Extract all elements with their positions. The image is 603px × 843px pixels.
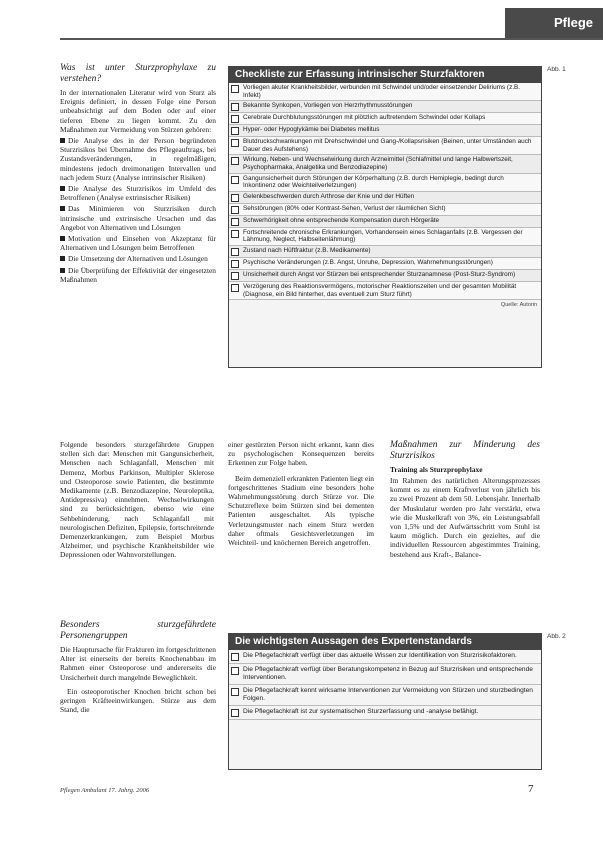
checklist-item	[229, 113, 541, 125]
checklist-item-label: Unsicherheit durch Angst vor Stürzen bei entsprechender Sturzanamnese (Post-Sturz-Syndrom)	[243, 270, 516, 278]
intro-bullet: Das Minimieren von Sturzrisiken durch intrinsische und extrinsische Ursachen und das Angebot von Alternativen und Lösungen	[60, 204, 216, 232]
checklist-item-label: Vorliegen akuter Krankheitsbilder, verbunden mit Schwindel und/oder einsetzender Deliriums (z.B. Infekt)	[243, 84, 521, 99]
checklist-item	[229, 192, 541, 204]
checklist-item-label: Fortschreitende chronische Erkrankungen, Vorhandensein eines Schlaganfalls (z.B. Vergessen der Lähmung, Neglect, Halbseitenlähmung)	[243, 228, 523, 244]
bullet-icon	[60, 256, 65, 261]
lower-left-column	[60, 620, 216, 716]
checkbox-icon	[231, 230, 239, 238]
middle-column-2	[228, 440, 374, 549]
bullet-icon	[60, 236, 65, 241]
middle-text-2a: einer gestürzten Person nicht erkannt, kann dies zu psychologischen Konsequenzen bereits Erkennen zur Folge haben.	[228, 440, 374, 468]
checklist-items	[229, 83, 541, 300]
bullet-icon	[60, 206, 65, 211]
groups-text-2: Ein osteoporotischer Knochen bricht schon bei geringen Kräfteeinwirkungen. Stürze aus dem Stand, die	[60, 686, 216, 715]
checkbox-icon	[231, 194, 239, 202]
intro-paragraph: In der internationalen Literatur wird von Sturz als Ereignis definiert, in dessen Folge eine Person unbeabsichtigt auf dem Boden oder auf einer tieferen Ebene zu liegen kommt. Zu den Maßnahmen zur Vermeidung von Stürzen gehören:	[60, 88, 216, 134]
footer-citation: Pflegen Ambulant 17. Jahrg. 2006	[60, 787, 150, 794]
checklist-item	[229, 204, 541, 216]
checklist-item	[229, 216, 541, 228]
checkbox-icon	[231, 709, 239, 717]
checklist-item-label: Hyper- oder Hypoglykämie bei Diabetes mellitus	[243, 126, 380, 134]
checklist-item	[229, 137, 541, 155]
middle-text-1: Folgende besonders sturzgefährdete Gruppen stellen sich dar: Menschen mit Gangunsicherheit, Menschen nach Schlaganfall, Menschen mit Demenz, Morbus Parkinson, Multipler Sklerose und Osteoporose sowie Patienten, die bestimmte Medikamente (z.B. Benzodiazepine, Neuroleptika, Antidepressiva) einnehmen. Wechselwirkungen sind zu berücksichtigen, ebenso wie eine Sehbehinderung, nach Schlaganfall mit neurologischen Defiziten, Epilepsie, fortschreitende Demenzerkrankungen, zum Beispiel Morbus Alzheimer, und psychische Krankheitsbilder wie Depressionen oder Wahnvorstellungen.	[60, 440, 214, 560]
standard-item-label: Die Pflegefachkraft verfügt über das aktuelle Wissen zur Identifikation von Sturzrisikofaktoren.	[243, 652, 517, 659]
middle-column-3	[390, 440, 540, 561]
groups-text-1: Die Hauptursache für Frakturen im fortgeschrittenen Alter ist einerseits der bereits Knochenabbau im Rahmen einer Osteoporose und andererseits die Unsicherheit durch mangelnde Beweglichkeit.	[60, 645, 216, 682]
middle-column-1	[60, 440, 214, 562]
checklist-item-label: Schwerhörigkeit ohne entsprechende Kompensation durch Hörgeräte	[243, 216, 440, 224]
bullet-icon	[60, 138, 65, 143]
standard-item	[229, 650, 541, 664]
checklist-item-label: Verzögerung des Reaktionsvermögens, motorischer Reaktionszeiten und der gesamten Mobilität (Diagnose, ein Bild hinterher, das eventuell zum Sturz führt)	[243, 282, 517, 298]
intro-bullet: Die Analyse des Sturzrisikos im Umfeld des Betroffenen (Analyse extrinsischer Risiken)	[60, 184, 216, 203]
standard-item	[229, 664, 541, 685]
standards-title: Die wichtigsten Aussagen des Expertenstandards	[229, 634, 541, 650]
standard-item	[229, 706, 541, 720]
standard-item-label: Die Pflegefachkraft ist zur systematischen Sturzerfassung und -analyse befähigt.	[243, 708, 479, 715]
measures-text: Im Rahmen des natürlichen Alterungsprozesses kommt es zu einem Kraftverlust von jährlich bis zu zwei Prozent ab dem 50. Lebensjahr. Innerhalb der Muskulatur werden pro Jahr verstärkt, etwa wie die Muskelkraft von 3%, ein Leistungsabfall von 1,5% und der Aufwärtsschritt vom Stuhl ist kaum möglich. Durch ein gezieltes, auf die individuellen Ressourcen abgestimmtes Training, bestehend aus Kraft-, Balance-	[390, 476, 540, 559]
checkbox-icon	[231, 260, 239, 268]
checklist-item	[229, 155, 541, 173]
checkbox-icon	[231, 688, 239, 696]
intro-bullet: Die Umsetzung der Alternativen und Lösungen	[60, 254, 216, 263]
checklist-item	[229, 258, 541, 270]
checkbox-icon	[231, 139, 239, 147]
standard-item	[229, 685, 541, 706]
intro-heading: Was ist unter Sturzprophylaxe zu verstehen?	[60, 63, 216, 84]
header-rule	[60, 38, 603, 40]
checkbox-icon	[231, 103, 239, 111]
checklist-item	[229, 125, 541, 137]
training-subheading: Training als Sturzprophylaxe	[390, 465, 483, 474]
checkbox-icon	[231, 206, 239, 214]
standard-item-label: Die Pflegefachkraft verfügt über Beratungskompetenz in Bezug auf Sturzrisiken und entsprechende Interventionen.	[243, 666, 533, 681]
intro-bullet: Die Analyse des in der Person begründeten Sturzrisikos bei Übernahme des Pflegeauftrags, bei Zustandsveränderungen, in regelmäßigen, mindestens jedoch dreimonatigen Intervallen und nach jedem Sturz (Analyse intrinsischer Risiken)	[60, 136, 216, 182]
checklist-item	[229, 174, 541, 192]
checklist-item-label: Bekannte Synkopen, Vorliegen von Herzrhythmusstörungen	[243, 102, 413, 110]
checklist-item-label: Wirkung, Neben- und Wechselwirkung durch Arzneimittel (Schlafmittel und lange Halbwertszeit, Psychopharmaka, Analgetika und Benzodiazepine)	[243, 156, 513, 171]
checkbox-icon	[231, 218, 239, 226]
checklist-item-label: Gangunsicherheit durch Störungen der Körperhaltung (z.B. durch Hemiplegie, bedingt durch Inkontinenz oder Weichteilverletzungen)	[243, 174, 504, 190]
checklist-item-label: Sehstörungen (80% oder Kontrast-Sehen, Verlust der räumlichen Sicht)	[243, 204, 446, 212]
checkbox-icon	[231, 127, 239, 135]
intro-bullet: Motivation und Einsehen von Akzeptanz für Alternativen und Lösungen beim Betroffenen	[60, 234, 216, 253]
checklist-item-label: Psychische Veränderungen (z.B. Angst, Unruhe, Depression, Wahrnehmungsstörungen)	[243, 258, 493, 266]
checklist-title: Checkliste zur Erfassung intrinsischer Sturzfaktoren	[229, 67, 541, 83]
checklist-item	[229, 228, 541, 246]
checkbox-icon	[231, 115, 239, 123]
figure-label-1: Abb. 1	[547, 66, 566, 73]
page-number: 7	[528, 783, 534, 795]
measures-heading: Maßnahmen zur Minderung des Sturzrisikos	[390, 440, 540, 461]
checkbox-icon	[231, 248, 239, 256]
checkbox-icon	[231, 85, 239, 93]
checkbox-icon	[231, 157, 239, 165]
intro-bullet: Die Überprüfung der Effektivität der eingesetzten Maßnahmen	[60, 265, 216, 284]
intro-column	[60, 63, 216, 286]
section-title: Pflege	[553, 15, 593, 30]
checklist-item-label: Zustand nach Hüftfraktur (z.B. Medikamente)	[243, 246, 371, 254]
checkbox-icon	[231, 176, 239, 184]
checkbox-icon	[231, 667, 239, 675]
standard-item-label: Die Pflegefachkraft kennt wirksame Interventionen zur Vermeidung von Stürzen und sturzbedingten Folgen.	[243, 687, 533, 702]
checklist-item	[229, 246, 541, 258]
checklist-item-label: Blutdruckschwankungen mit Drehschwindel und Gang-/Kollapsrisiken (Beinen, unter Umständen auch Dauer des Aufstehens)	[243, 138, 532, 153]
figure-label-2: Abb. 2	[547, 633, 566, 640]
bullet-icon	[60, 186, 65, 191]
checkbox-icon	[231, 653, 239, 661]
checklist-item	[229, 101, 541, 113]
checkbox-icon	[231, 284, 239, 292]
bullet-icon	[60, 268, 65, 273]
standards-items	[229, 650, 541, 720]
middle-text-2b: Beim demenziell erkrankten Patienten liegt ein fortgeschrittenes Stadium eine besonders hohe Wahrnehmungsstörung durch Stürze vor. Die Schutzreflexe beim Stürzen sind bei dementen Patienten ausgeschaltet. Als typische Verletzungsmuster nach einem Sturz werden daher oftmals Gesichtsverletzungen im Weichteil- und knöchernen Bereich angetroffen.	[228, 473, 374, 548]
groups-heading: Besonders sturzgefährdete Personengruppen	[60, 620, 216, 641]
checklist-box	[228, 66, 542, 368]
checklist-item-label: Cerebrale Durchblutungsstörungen mit plötzlich auftretendem Schwindel oder Kollaps	[243, 114, 486, 122]
standards-box	[228, 633, 542, 770]
checklist-source: Quelle: Autorin	[500, 302, 537, 309]
section-tab	[505, 8, 603, 38]
checklist-item	[229, 83, 541, 101]
checkbox-icon	[231, 272, 239, 280]
checklist-item	[229, 282, 541, 300]
checklist-item-label: Gelenkbeschwerden durch Arthrose der Knie und der Hüften	[243, 192, 415, 200]
checklist-item	[229, 270, 541, 282]
